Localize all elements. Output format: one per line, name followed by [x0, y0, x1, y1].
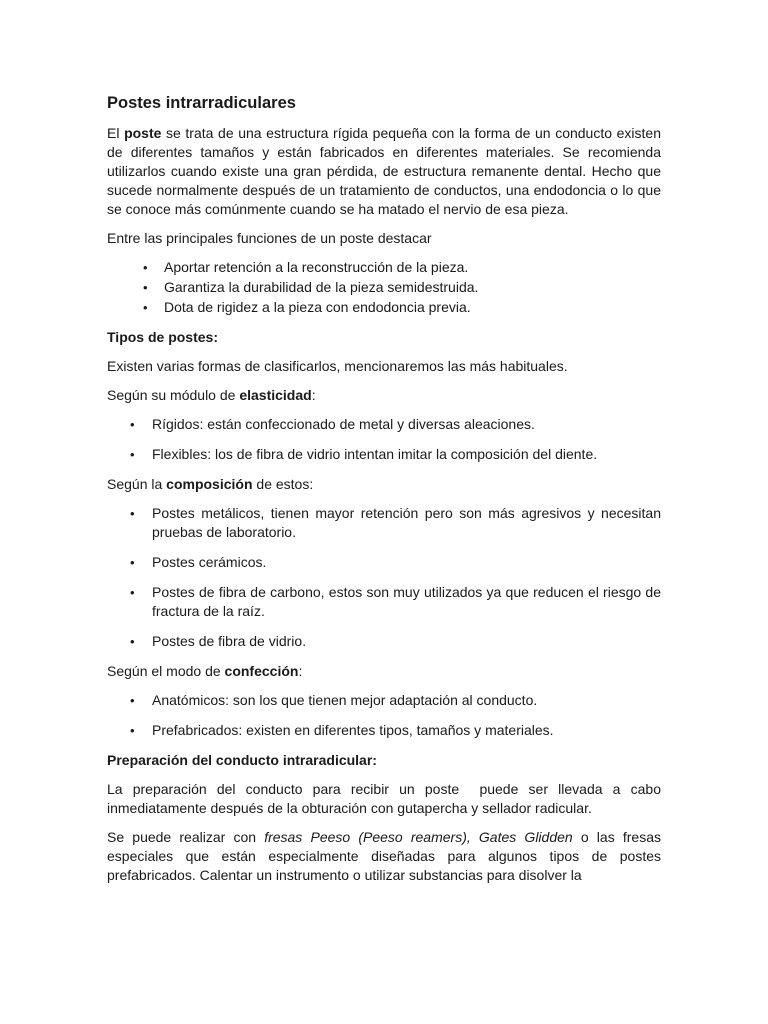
intro-prefix: El: [107, 125, 125, 141]
composition-prefix: Según la: [107, 476, 167, 492]
elasticity-prefix: Según su módulo de: [107, 387, 240, 403]
bullet-icon: •: [130, 634, 135, 649]
elasticity-suffix: :: [311, 387, 316, 403]
list-item: [130, 632, 661, 651]
tools-italic-terms: fresas Peeso (Peeso reamers), Gates Glidden: [264, 829, 573, 845]
intro-bold-term: poste: [124, 125, 162, 141]
composition-suffix: de estos:: [252, 476, 314, 492]
bullet-icon: •: [143, 260, 148, 275]
list-item: [130, 504, 661, 542]
list-item-text: Postes metálicos, tienen mayor retención pero son más agresivos y necesitan pruebas de laboratorio.: [152, 505, 661, 540]
list-item-text: Prefabricados: existen en diferentes tipos, tamaños y materiales.: [152, 722, 554, 738]
functions-list: [107, 258, 661, 317]
tools-text: o las fresas especiales que están especialmente diseñadas para algunos tipos de postes prefabricados. Calentar un instrumento o utilizar substancias para disolver la: [107, 829, 661, 883]
bullet-icon: •: [130, 693, 135, 708]
preparation-heading: Preparación del conducto intraradicular:: [107, 752, 377, 768]
bullet-icon: •: [130, 585, 135, 600]
list-item: [130, 415, 661, 434]
bullet-icon: •: [130, 506, 135, 521]
bullet-icon: •: [130, 447, 135, 462]
list-item-text: Postes de fibra de carbono, estos son muy utilizados ya que reducen el riesgo de fractura de la raíz.: [152, 584, 661, 619]
intro-paragraph: [107, 124, 661, 219]
list-item-text: Flexibles: los de fibra de vidrio intentan imitar la composición del diente.: [152, 446, 598, 462]
composition-list: [107, 504, 661, 651]
list-item-text: Postes cerámicos.: [152, 554, 267, 570]
list-item: [143, 298, 661, 317]
bullet-icon: •: [143, 280, 148, 295]
bullet-icon: •: [143, 300, 148, 315]
list-item-text: Rígidos: están confeccionado de metal y diversas aleaciones.: [152, 416, 535, 432]
intro-text: se trata de una estructura rígida pequeña con la forma de un conducto existen de diferentes tamaños y están fabricados en diferentes materiales. Se recomienda utilizarlos cuando existe una gran pérdida, de estructura remanente dental. Hecho que sucede normalmente después de un tratamiento de conductos, una endodoncia o lo que se conoce más comúnmente cuando se ha matado el nervio de esa pieza.: [107, 125, 661, 217]
document-title: Postes intrarradiculares: [107, 94, 296, 112]
composition-bold-term: composición: [166, 476, 253, 492]
confection-lead: [107, 662, 661, 681]
functions-lead: Entre las principales funciones de un poste destacar: [107, 230, 432, 246]
list-item-text: Aportar retención a la reconstrucción de la pieza.: [164, 259, 469, 275]
preparation-paragraph: La preparación del conducto para recibir un poste puede ser llevada a cabo inmediatamente después de la obturación con gutapercha y sellador radicular.: [107, 781, 665, 816]
list-item-text: Garantiza la durabilidad de la pieza semidestruida.: [164, 279, 479, 295]
list-item: [130, 553, 661, 572]
confection-suffix: :: [298, 663, 303, 679]
confection-prefix: Según el modo de: [107, 663, 225, 679]
list-item-text: Dota de rigidez a la pieza con endodoncia previa.: [164, 299, 471, 315]
confection-bold-term: confección: [224, 663, 299, 679]
list-item: [143, 258, 661, 277]
elasticity-lead: [107, 386, 661, 405]
types-intro: Existen varias formas de clasificarlos, mencionaremos las más habituales.: [107, 358, 568, 374]
list-item: [130, 445, 661, 464]
list-item: [130, 691, 661, 710]
bullet-icon: •: [130, 555, 135, 570]
composition-lead: [107, 475, 661, 494]
list-item: [130, 583, 661, 621]
bullet-icon: •: [130, 417, 135, 432]
confection-list: [107, 691, 661, 740]
list-item-text: Anatómicos: son los que tienen mejor adaptación al conducto.: [152, 692, 538, 708]
types-heading: Tipos de postes:: [107, 329, 218, 345]
tools-prefix: Se puede realizar con: [107, 829, 265, 845]
list-item: [143, 278, 661, 297]
document-body: [107, 92, 665, 895]
elasticity-bold-term: elasticidad: [239, 387, 312, 403]
list-item: [130, 721, 661, 740]
bullet-icon: •: [130, 723, 135, 738]
tools-paragraph: [107, 828, 661, 885]
list-item-text: Postes de fibra de vidrio.: [152, 633, 307, 649]
elasticity-list: [107, 415, 661, 464]
